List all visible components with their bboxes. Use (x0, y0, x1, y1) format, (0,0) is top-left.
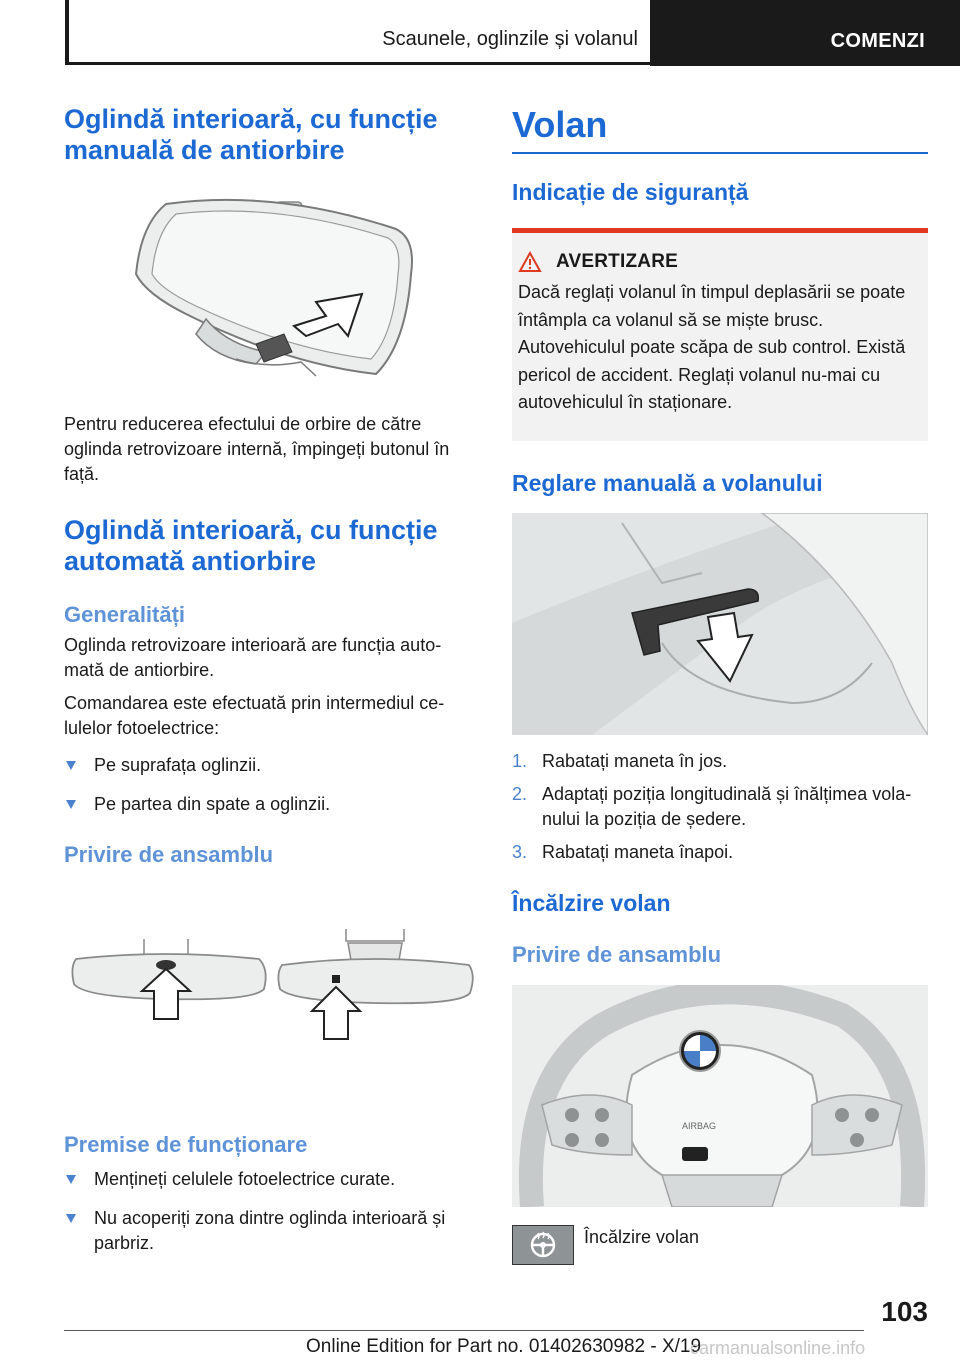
right-column (512, 104, 928, 1265)
heading-overview-left: Privire de ansamblu (64, 842, 274, 867)
paragraph-general-2: Comandarea este efectuată prin intermediul ce‐lulelor fotoelectrice: (64, 693, 445, 738)
heading-safety: Indicație de siguranță (512, 179, 749, 205)
heading-heating: Încălzire volan (512, 889, 671, 916)
header-chapter-label: COMENZI (830, 30, 925, 52)
bullet-triangle-icon (66, 761, 76, 770)
steering-lever-illustration (512, 513, 928, 735)
paragraph-general-1: Oglinda retrovizoare interioară are funcția auto‐mată de antiorbire. (64, 635, 442, 680)
list-item: Pe suprafața oglinzii. (64, 753, 474, 778)
warning-text: Dacă reglați volanul în timpul deplasării se poate întâmpla ca volanul să se miște brusc. Autovehiculul poate scăpa de sub control. Există pericol de accident. Reglați volanul nu‐mai cu autovehiculul în staționare. (518, 282, 906, 412)
header-rule-horizontal (65, 62, 650, 65)
list-item: Mențineți celulele fotoelectrice curate. (64, 1167, 474, 1192)
footer-rule (64, 1330, 864, 1331)
list-item: Nu acoperiți zona dintre oglinda interioară și parbriz. (64, 1206, 474, 1256)
footer-edition: Online Edition for Part no. 01402630982 - X/19 (306, 1336, 702, 1357)
header-rule-vertical (65, 0, 69, 64)
list-item: 2. Adaptați poziția longitudinală și înălțimea vola‐nului la poziția de ședere. (512, 783, 912, 829)
bullet-triangle-icon (66, 800, 76, 809)
warning-title: AVERTIZARE (556, 251, 678, 272)
steering-heat-icon (529, 1231, 557, 1259)
warning-triangle-icon (518, 251, 542, 273)
heading-overview-right: Privire de ansamblu (512, 941, 722, 967)
heading-manual-adjust: Reglare manuală a volanului (512, 469, 823, 496)
list-item: Pe partea din spate a oglinzii. (64, 792, 474, 817)
heating-button-thumbnail (512, 1225, 574, 1265)
bullet-triangle-icon (66, 1175, 76, 1184)
bullet-triangle-icon (66, 1214, 76, 1223)
mirror-manual-illustration (126, 194, 426, 394)
steering-wheel-illustration (512, 985, 928, 1207)
left-column (64, 104, 474, 1264)
heating-legend-row (512, 1225, 928, 1265)
list-item: 3. Rabatați maneta înapoi. (512, 841, 734, 862)
general-bullet-list (64, 753, 474, 817)
paragraph-manual-mirror: Pentru reducerea efectului de orbire de către oglinda retrovizoare internă, împingeți butonul în față. (64, 414, 450, 484)
adjust-step-list (512, 749, 928, 865)
heading-volan: Volan (512, 104, 608, 145)
heading-auto-mirror: Oglindă interioară, cu funcție automată antiorbire (64, 515, 438, 576)
premise-bullet-list (64, 1167, 474, 1256)
footer-watermark: carmanualsonline.info (690, 1338, 866, 1358)
list-item: 1. Rabatați maneta în jos. (512, 750, 728, 771)
heading-underline (512, 152, 928, 154)
heating-legend-label: Încălzire volan (584, 1226, 700, 1247)
header-section-title: Scaunele, oglinzile și volanul (382, 28, 638, 50)
heading-general: Generalități (64, 602, 186, 627)
heading-premise: Premise de funcționare (64, 1132, 308, 1157)
page-number: 103 (881, 1296, 928, 1327)
heading-manual-mirror: Oglindă interioară, cu funcție manuală de antiorbire (64, 104, 438, 165)
warning-box (512, 228, 928, 441)
mirror-sensors-illustration (64, 929, 474, 1069)
airbag-label: AIRBAG (682, 1120, 717, 1131)
